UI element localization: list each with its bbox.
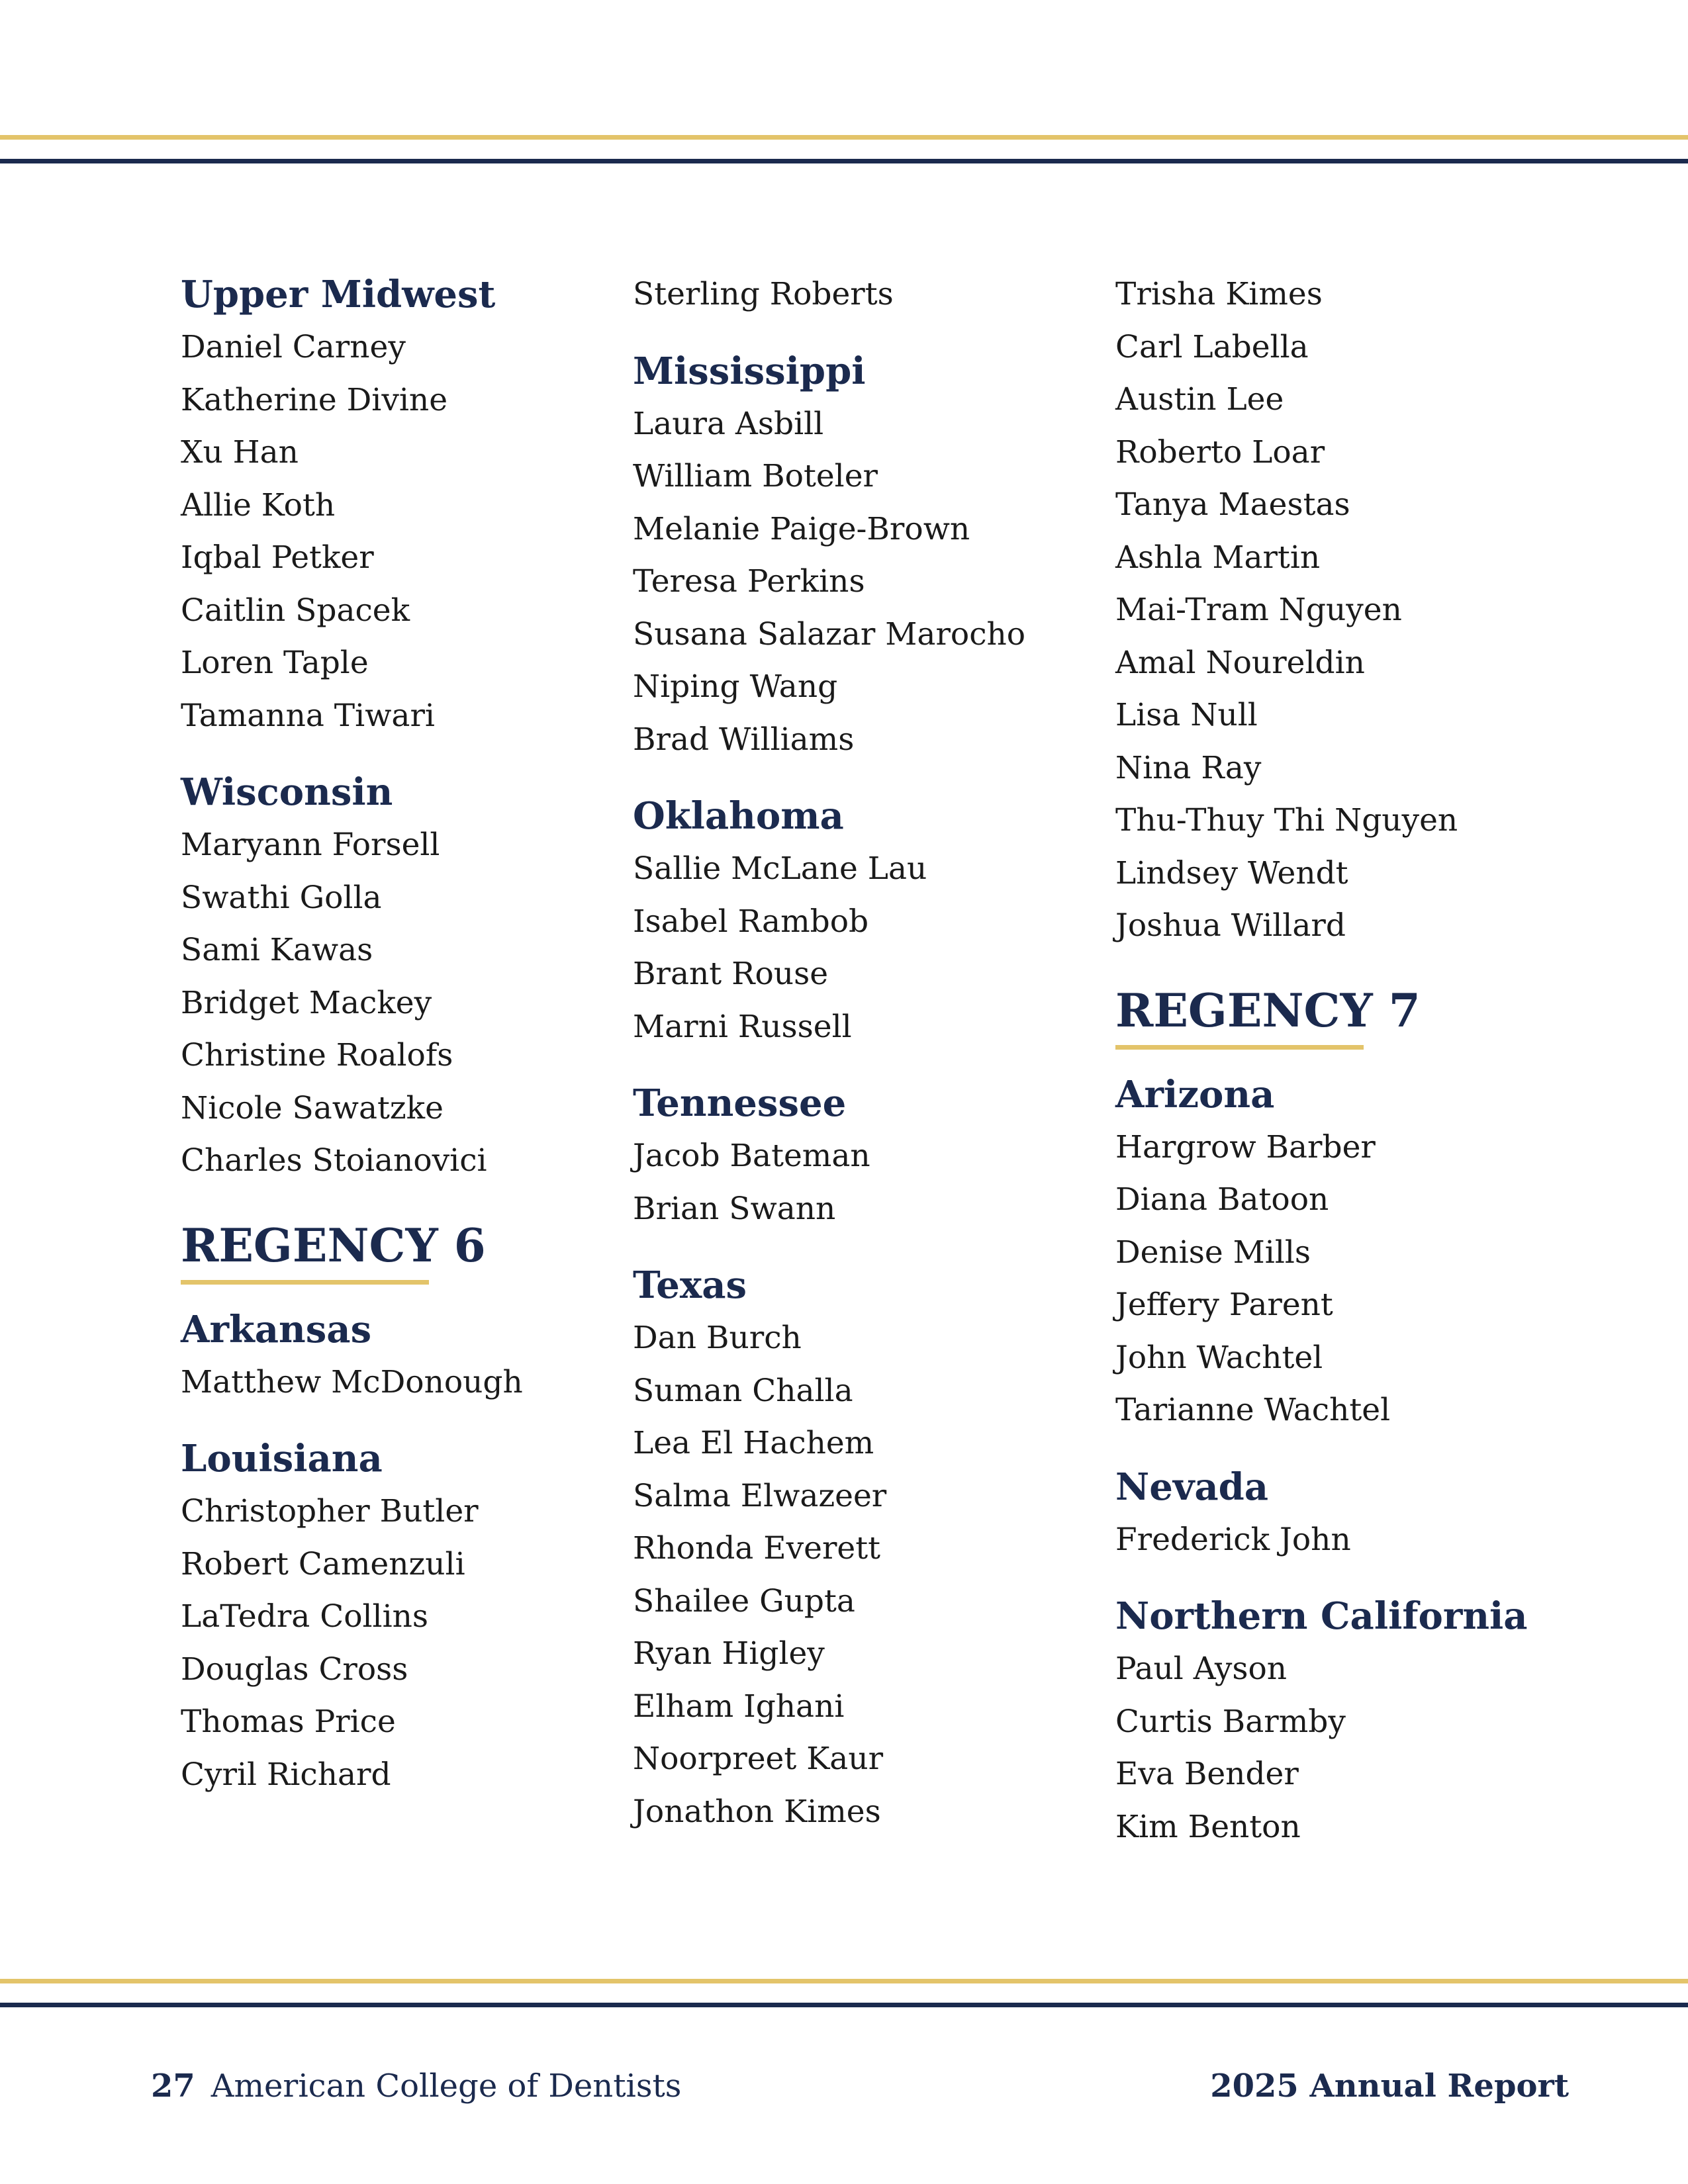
- member-name: Ashla Martin: [1115, 539, 1321, 576]
- member-name: Salma Elwazeer: [633, 1477, 887, 1514]
- member-name: Marni Russell: [633, 1008, 852, 1045]
- member-name: Swathi Golla: [181, 879, 382, 916]
- member-name: Tamanna Tiwari: [181, 697, 435, 734]
- state-heading: Tennessee: [633, 1081, 847, 1125]
- member-name: Roberto Loar: [1115, 433, 1325, 471]
- member-name: Douglas Cross: [181, 1651, 408, 1688]
- member-name: Tarianne Wachtel: [1115, 1392, 1391, 1428]
- state-heading: Mississippi: [633, 349, 866, 393]
- member-name: LaTedra Collins: [181, 1598, 429, 1635]
- member-name: Eva Bender: [1115, 1756, 1299, 1792]
- member-name: Austin Lee: [1115, 381, 1284, 418]
- member-name: Amal Noureldin: [1115, 644, 1365, 681]
- member-name: Sterling Roberts: [633, 276, 894, 312]
- member-name: Thomas Price: [181, 1704, 396, 1740]
- state-heading: Upper Midwest: [181, 273, 496, 316]
- member-name: Brad Williams: [633, 721, 855, 758]
- bottom-gold-rule: [0, 1979, 1688, 1983]
- member-name: Niping Wang: [633, 668, 838, 705]
- member-name: Noorpreet Kaur: [633, 1741, 884, 1777]
- member-name: Denise Mills: [1115, 1234, 1311, 1271]
- regency-underline: [1115, 1045, 1364, 1050]
- member-name: Curtis Barmby: [1115, 1703, 1346, 1740]
- member-name: Susana Salazar Marocho: [633, 615, 1026, 653]
- member-name: Tanya Maestas: [1115, 486, 1350, 523]
- member-name: Hargrow Barber: [1115, 1128, 1376, 1165]
- member-name: William Boteler: [633, 458, 878, 494]
- member-name: Ryan Higley: [633, 1635, 825, 1672]
- member-name: Bridget Mackey: [181, 984, 432, 1021]
- member-name: Lisa Null: [1115, 697, 1258, 733]
- member-name: Teresa Perkins: [633, 563, 865, 600]
- regency-underline: [181, 1280, 429, 1285]
- member-name: Isabel Rambob: [633, 903, 869, 940]
- state-heading: Texas: [633, 1263, 747, 1307]
- member-name: Jeffery Parent: [1115, 1287, 1333, 1323]
- state-heading: Oklahoma: [633, 794, 844, 838]
- report-title: 2025 Annual Report: [1210, 2068, 1569, 2105]
- member-name: Cyril Richard: [181, 1756, 391, 1793]
- regency-heading: REGENCY 6: [181, 1218, 486, 1273]
- member-name: Christopher Butler: [181, 1493, 479, 1529]
- member-name: Charles Stoianovici: [181, 1142, 487, 1179]
- footer-left: [151, 2060, 681, 2113]
- member-name: Melanie Paige-Brown: [633, 510, 970, 547]
- state-heading: Nevada: [1115, 1465, 1269, 1509]
- column-3: [1115, 268, 1528, 1853]
- organization-name: American College of Dentists: [211, 2068, 682, 2105]
- top-navy-rule: [0, 159, 1688, 163]
- member-name: Elham Ighani: [633, 1688, 845, 1725]
- state-heading: Wisconsin: [181, 770, 393, 814]
- member-name: Maryann Forsell: [181, 827, 440, 863]
- member-name: Laura Asbill: [633, 405, 824, 442]
- state-heading: Arizona: [1115, 1072, 1275, 1116]
- member-name: Jacob Bateman: [633, 1138, 870, 1174]
- member-name: Daniel Carney: [181, 329, 406, 365]
- member-name: Caitlin Spacek: [181, 592, 410, 629]
- member-name: Frederick John: [1115, 1521, 1351, 1558]
- column-1: [181, 268, 523, 1801]
- page-number: 27: [151, 2068, 195, 2105]
- state-heading: Louisiana: [181, 1437, 383, 1480]
- member-name: Allie Koth: [181, 486, 336, 523]
- member-name: Jonathon Kimes: [633, 1793, 881, 1830]
- column-2: [633, 268, 1025, 1838]
- member-name: Lindsey Wendt: [1115, 854, 1348, 891]
- member-name: Christine Roalofs: [181, 1037, 453, 1073]
- member-name: Robert Camenzuli: [181, 1545, 465, 1582]
- member-name: Sallie McLane Lau: [633, 850, 927, 887]
- state-heading: Arkansas: [181, 1307, 372, 1351]
- member-name: Lea El Hachem: [633, 1425, 874, 1461]
- member-name: Diana Batoon: [1115, 1181, 1329, 1218]
- member-name: Xu Han: [181, 434, 299, 471]
- member-name: Joshua Willard: [1115, 907, 1346, 944]
- member-name: Loren Taple: [181, 645, 369, 681]
- member-name: Brant Rouse: [633, 956, 829, 992]
- member-name: John Wachtel: [1115, 1339, 1323, 1376]
- member-name: Paul Ayson: [1115, 1651, 1288, 1687]
- member-name: Nina Ray: [1115, 749, 1262, 786]
- member-name: Iqbal Petker: [181, 539, 374, 576]
- member-name: Dan Burch: [633, 1320, 802, 1356]
- member-name: Rhonda Everett: [633, 1530, 881, 1567]
- member-name: Suman Challa: [633, 1372, 853, 1409]
- top-gold-rule: [0, 135, 1688, 140]
- member-name: Carl Labella: [1115, 328, 1309, 365]
- member-name: Trisha Kimes: [1115, 276, 1323, 312]
- member-name: Thu-Thuy Thi Nguyen: [1115, 802, 1458, 839]
- member-name: Mai-Tram Nguyen: [1115, 592, 1402, 628]
- regency-heading: REGENCY 7: [1115, 983, 1421, 1038]
- member-name: Shailee Gupta: [633, 1582, 855, 1619]
- state-heading: Northern California: [1115, 1594, 1528, 1638]
- member-name: Brian Swann: [633, 1190, 836, 1227]
- member-name: Katherine Divine: [181, 381, 448, 418]
- member-name: Sami Kawas: [181, 932, 373, 968]
- member-name: Nicole Sawatzke: [181, 1089, 444, 1126]
- bottom-navy-rule: [0, 2003, 1688, 2007]
- page-footer: [151, 2060, 1569, 2113]
- member-name: Matthew McDonough: [181, 1363, 523, 1400]
- member-name: Kim Benton: [1115, 1808, 1301, 1845]
